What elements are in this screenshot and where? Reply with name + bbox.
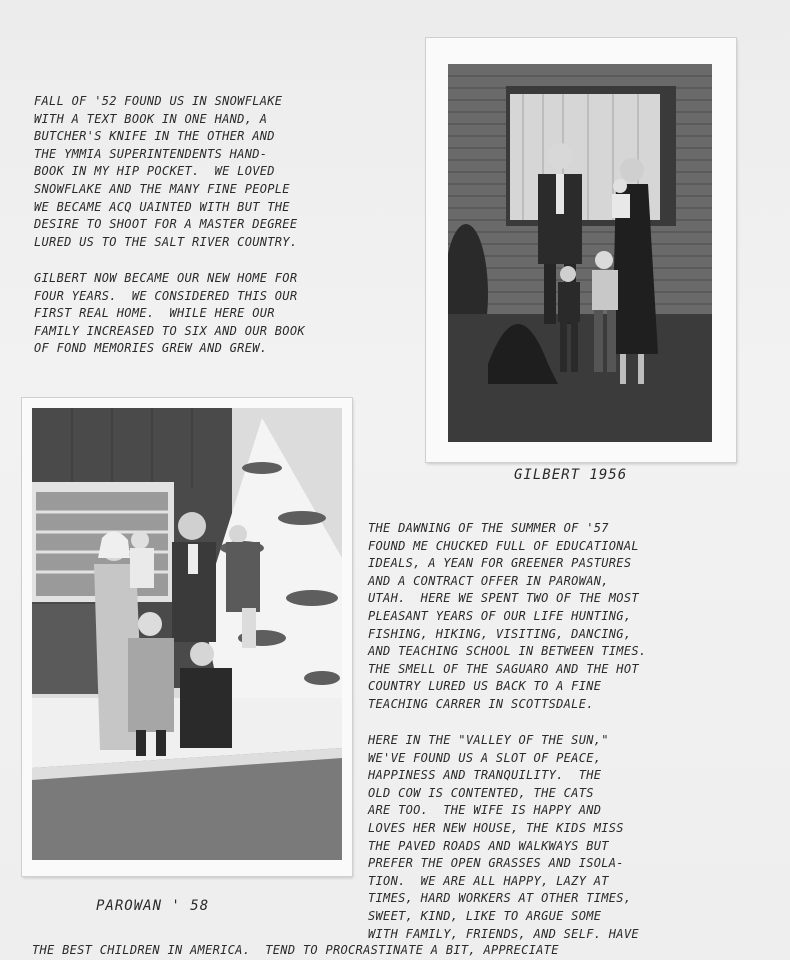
- paragraph-parowan: THE DAWNING OF THE SUMMER OF '57 FOUND ME CHUCKED FULL OF EDUCATIONAL IDEALS, A YEAN FOR GREENER PASTURES AND A CONTRACT OFFER IN PAROWAN, UTAH. HERE WE SPENT TWO OF THE MOST PLEASANT YEARS OF OUR LIFE HUNTING, FISHING, HIKING, VISITING, DANCING, AND TEACHING SCHOOL IN BETWEEN TIMES. THE SMELL OF THE SAGUARO AND THE HOT COUNTRY LURED US BACK TO A FINE TEACHING CARRER IN SCOTTSDALE.: [368, 521, 647, 711]
- caption-gilbert: GILBERT 1956: [514, 467, 628, 483]
- paragraph-continued: THE BEST CHILDREN IN AMERICA. TEND TO PROCRASTINATE A BIT, APPRECIATE: [32, 943, 559, 957]
- caption-parowan: PAROWAN ' 58: [96, 898, 210, 914]
- photo-gilbert: [426, 38, 736, 462]
- photo-parowan-image: [32, 408, 342, 860]
- paragraph-snowflake: FALL OF '52 FOUND US IN SNOWFLAKE WITH A TEXT BOOK IN ONE HAND, A BUTCHER'S KNIFE IN THE OTHER AND THE YMMIA SUPERINTENDENTS HAND- BOOK IN MY HIP POCKET. WE LOVED SNOWFLAKE AND THE MANY FINE PEOPLE WE BECAME ACQ UAINTED WITH BUT THE DESIRE TO SHOOT FOR A MASTER DEGREE LURED US TO THE SALT RIVER COUNTRY.: [34, 94, 298, 249]
- photo-parowan: [22, 398, 352, 876]
- photo-gilbert-image: [448, 64, 712, 442]
- paragraph-valley-of-the-sun: HERE IN THE "VALLEY OF THE SUN," WE'VE FOUND US A SLOT OF PEACE, HAPPINESS AND TRANQUILITY. THE OLD COW IS CONTENTED, THE CATS ARE TOO. THE WIFE IS HAPPY AND LOVES HER NEW HOUSE, THE KIDS MISS THE PAVED ROADS AND WALKWAYS BUT PREFER THE OPEN GRASSES AND ISOLA- TION. WE ARE ALL HAPPY, LAZY AT TIMES, HARD WORKERS AT OTHER TIMES, SWEET, KIND, LIKE TO ARGUE SOME WITH FAMILY, FRIENDS, AND SELF. HAVE: [368, 733, 639, 941]
- paragraph-gilbert: GILBERT NOW BECAME OUR NEW HOME FOR FOUR YEARS. WE CONSIDERED THIS OUR FIRST REAL HOME. WHILE HERE OUR FAMILY INCREASED TO SIX AND OUR BOOK OF FOND MEMORIES GREW AND GREW.: [34, 271, 305, 356]
